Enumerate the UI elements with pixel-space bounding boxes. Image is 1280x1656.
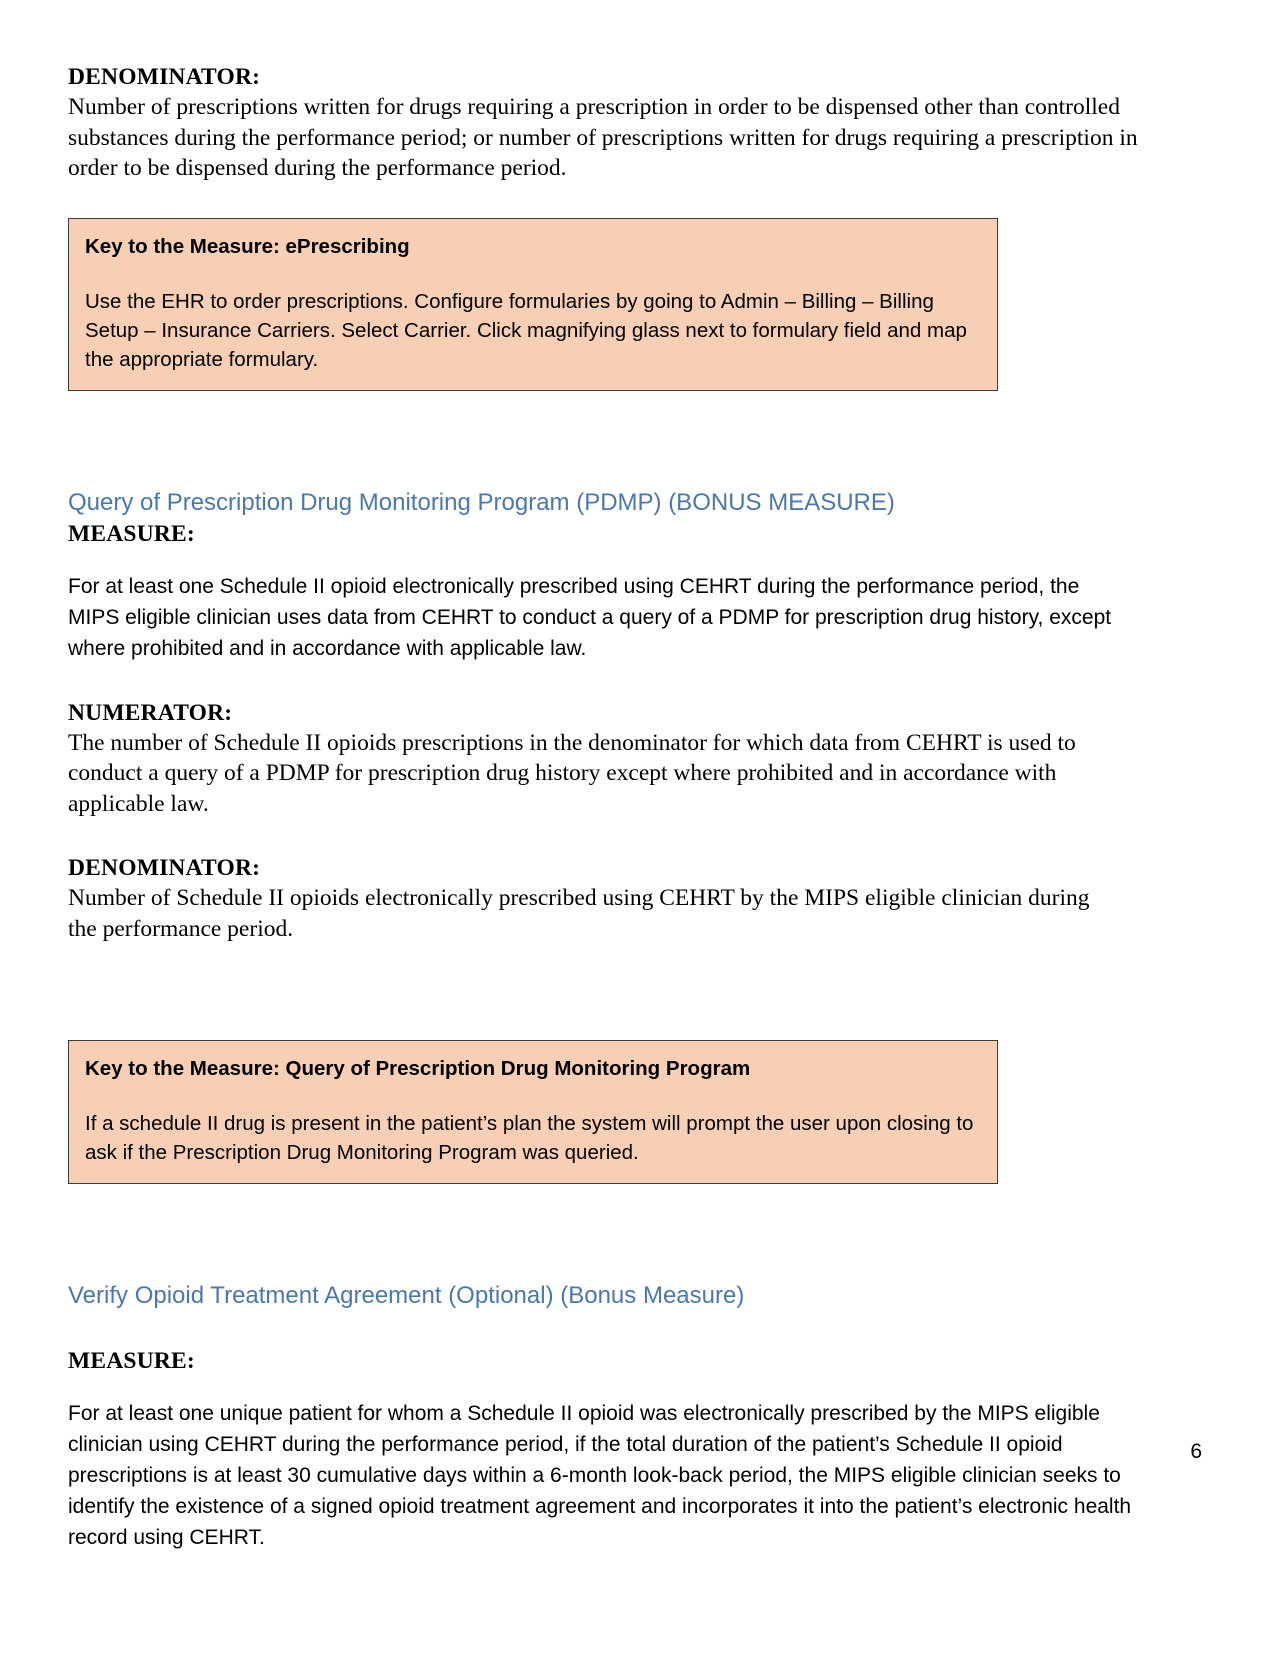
page-number: 6 <box>1190 1440 1202 1463</box>
callout-pdmp-body: If a schedule II drug is present in the patient’s plan the system will prompt the user upon closing to ask if the Prescription Drug Monitoring Program was queried. <box>85 1112 974 1164</box>
page-content <box>68 62 1140 1553</box>
pdmp-numerator-label: NUMERATOR: <box>68 699 233 726</box>
pdmp-denominator-body: Number of Schedule II opioids electronically prescribed using CEHRT by the MIPS eligible clinician during the performance period. <box>68 885 1090 942</box>
denominator-heading: DENOMINATOR: <box>68 64 261 90</box>
spacer <box>68 391 1140 487</box>
spacer <box>68 549 1140 571</box>
denominator-body: Number of prescriptions written for drugs requiring a prescription in order to be dispensed other than controlled substances during the performance period; or number of prescriptions written for drugs requiring a prescription in order to be dispensed during the performance period. <box>68 94 1138 181</box>
spacer <box>68 944 1140 1040</box>
pdmp-measure-label: MEASURE: <box>68 520 195 547</box>
callout-eprescribing-body: Use the EHR to order prescriptions. Configure formularies by going to Admin – Billing – Billing Setup – Insurance Carriers. Select Carrier. Click magnifying glass next to formulary field and map the appropriate formulary. <box>85 289 967 371</box>
spacer <box>68 1312 1140 1346</box>
pdmp-blue-heading: Query of Prescription Drug Monitoring Program (PDMP) (BONUS MEASURE) <box>68 488 895 516</box>
spacer <box>68 819 1140 853</box>
pdmp-measure-body: For at least one Schedule II opioid electronically prescribed using CEHRT during the performance period, the MIPS eligible clinician uses data from CEHRT to conduct a query of a PDMP for prescription drug history, except where prohibited and in accordance with applicable law. <box>68 574 1112 660</box>
section-opioid-agreement <box>68 1280 1140 1553</box>
callout-eprescribing-title: Key to the Measure: ePrescribing <box>85 234 410 258</box>
spacer <box>68 664 1140 698</box>
spacer <box>85 1082 981 1109</box>
pdmp-numerator-body: The number of Schedule II opioids prescriptions in the denominator for which data from CEHRT is used to conduct a query of a PDMP for prescription drug history except where prohibited and in accordance with applicable law. <box>68 729 1076 817</box>
section-denominator-top <box>68 62 1140 184</box>
spacer <box>68 1184 1140 1280</box>
spacer <box>68 1376 1140 1398</box>
callout-pdmp-title: Key to the Measure: Query of Prescription Drug Monitoring Program <box>85 1057 751 1080</box>
opioid-agreement-blue-heading: Verify Opioid Treatment Agreement (Optional) (Bonus Measure) <box>68 1282 745 1309</box>
section-pdmp <box>68 487 1140 945</box>
callout-pdmp <box>68 1040 998 1184</box>
pdmp-denominator-label: DENOMINATOR: <box>68 855 261 881</box>
opioid-agreement-measure-body: For at least one unique patient for whom a Schedule II opioid was electronically prescribed by the MIPS eligible clinician using CEHRT during the performance period, if the total duration of the patient’s Schedule II opioid prescriptions is at least 30 cumulative days within a 6-month look-back period, the MIPS eligible clinician seeks to identify the existence of a signed opioid treatment agreement and incorporates it into the patient’s electronic health record using CEHRT. <box>68 1402 1132 1549</box>
spacer <box>68 184 1140 218</box>
opioid-agreement-measure-label: MEASURE: <box>68 1348 195 1374</box>
callout-eprescribing <box>68 218 998 391</box>
spacer <box>85 260 981 287</box>
